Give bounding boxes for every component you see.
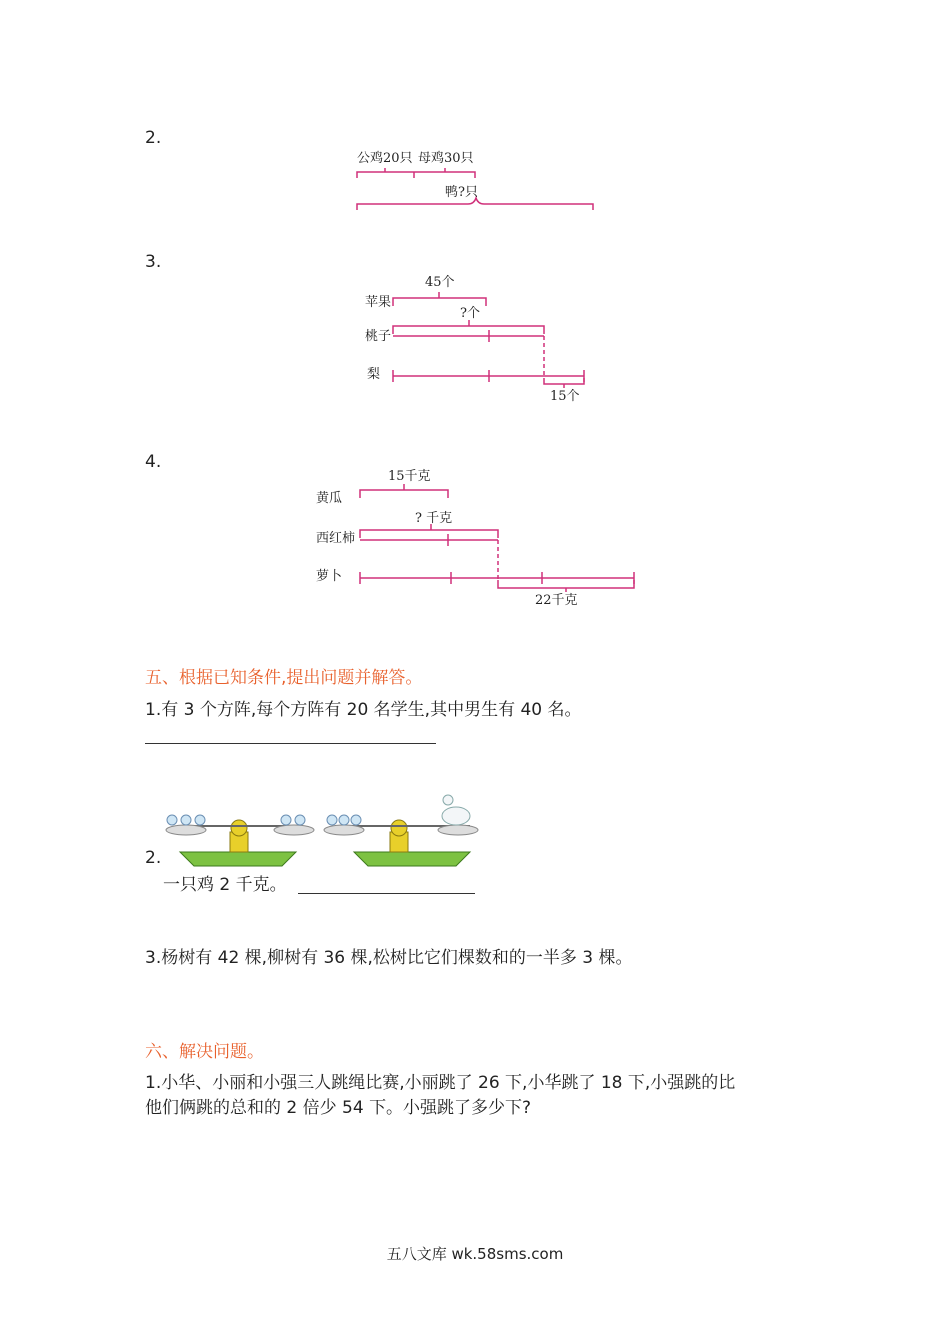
answer-line-5-2[interactable]: [298, 893, 475, 894]
section-6-item-1-line-2: 他们俩跳的总和的 2 倍少 54 下。小强跳了多少下?: [145, 1098, 532, 1118]
label-rooster: 公鸡20只: [357, 151, 413, 166]
footer-text: 五八文库 wk.58sms.com: [386, 1245, 564, 1263]
value-peach: ?个: [460, 306, 480, 321]
label-hen: 母鸡30只: [418, 151, 474, 166]
value-pear-less: 15个: [550, 389, 580, 404]
value-tomato: ? 千克: [415, 511, 453, 526]
section-5-item-1: 1.有 3 个方阵,每个方阵有 20 名学生,其中男生有 40 名。: [145, 700, 582, 720]
line-diagram-q3: [355, 268, 605, 408]
bracket-radish-more: [498, 580, 634, 592]
scale-left: [166, 815, 314, 866]
value-cucumber: 15千克: [388, 469, 431, 484]
balance-scales-picture: [158, 790, 488, 870]
scale-right: [324, 795, 478, 866]
bracket-rooster-hen: [357, 168, 475, 178]
label-pear: 梨: [367, 367, 381, 382]
label-peach: 桃子: [365, 329, 392, 344]
section-5-item-2-text: 一只鸡 2 千克。: [163, 875, 287, 895]
label-duck: 鸭?只: [445, 185, 478, 200]
bracket-apple: [393, 292, 486, 306]
section-5-item-3: 3.杨树有 42 棵,柳树有 36 棵,松树比它们棵数和的一半多 3 棵。: [145, 948, 633, 968]
line-diagram-q4: [310, 466, 650, 611]
value-radish-more: 22千克: [535, 593, 578, 608]
label-apple: 苹果: [365, 295, 392, 310]
section-5-item-2-number: 2.: [145, 848, 162, 868]
label-cucumber: 黄瓜: [316, 491, 343, 506]
question-number-4: 4.: [145, 452, 162, 472]
bracket-peach: [393, 320, 544, 334]
bracket-tomato: [360, 524, 498, 538]
bracket-cucumber: [360, 484, 448, 498]
section-6-title: 六、解决问题。: [145, 1042, 264, 1062]
label-radish: 萝卜: [316, 569, 343, 584]
bracket-pear-less: [544, 378, 584, 388]
line-diagram-q2: [340, 140, 610, 220]
label-tomato: 西红柿: [316, 531, 356, 546]
answer-line-5-1[interactable]: [145, 743, 436, 744]
question-number-3: 3.: [145, 252, 162, 272]
question-number-2: 2.: [145, 128, 162, 148]
value-apple: 45个: [425, 275, 455, 290]
section-6-item-1-line-1: 1.小华、小丽和小强三人跳绳比赛,小丽跳了 26 下,小华跳了 18 下,小强跳的比: [145, 1073, 736, 1093]
section-5-title: 五、根据已知条件,提出问题并解答。: [145, 668, 423, 688]
